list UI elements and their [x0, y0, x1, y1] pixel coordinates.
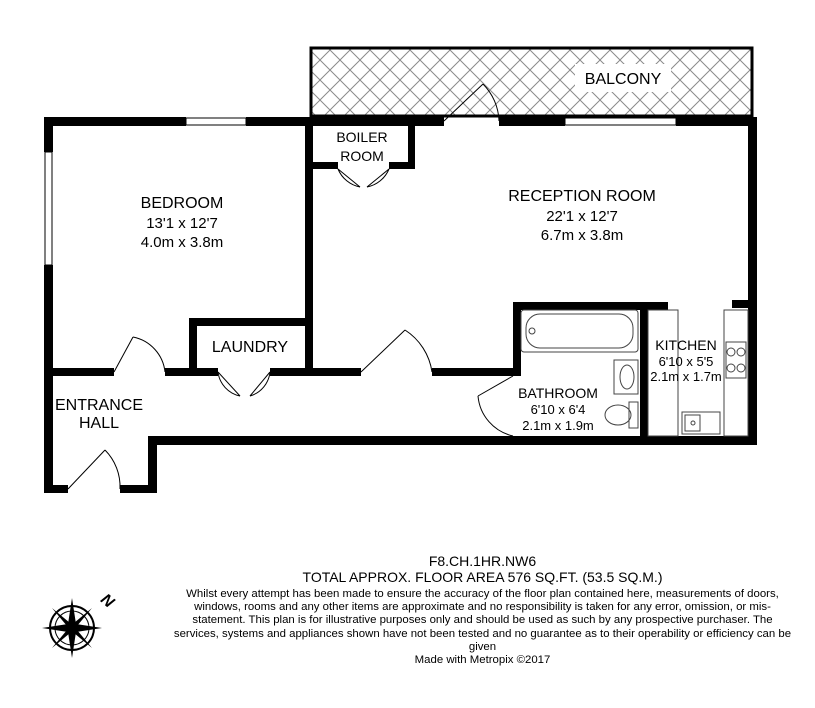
bedroom-name: BEDROOM — [140, 195, 224, 212]
boiler-room-label-line1: BOILER — [336, 129, 388, 145]
balcony — [311, 48, 752, 116]
room-labels — [55, 129, 722, 433]
bedroom-dim-imperial: 13'1 x 12'7 — [146, 215, 218, 232]
bathroom-name: BATHROOM — [518, 385, 598, 401]
bedroom-dim-metric: 4.0m x 3.8m — [140, 234, 224, 251]
balcony-label: BALCONY — [584, 71, 662, 88]
bathtub — [521, 310, 638, 352]
plan-reference: F8.CH.1HR.NW6 — [428, 553, 537, 569]
toilet-cistern — [629, 402, 638, 428]
kitchen-dim-metric: 2.1m x 1.7m — [650, 369, 722, 384]
hob — [726, 342, 746, 378]
doors — [68, 84, 513, 489]
walls — [44, 117, 757, 493]
entrance-hall-label-line2: HALL — [78, 415, 120, 432]
reception-dim-metric: 6.7m x 3.8m — [540, 227, 624, 244]
north-label: N — [97, 590, 117, 612]
bathroom-dim-metric: 2.1m x 1.9m — [522, 418, 594, 433]
bathroom-dim-imperial: 6'10 x 6'4 — [530, 402, 586, 417]
footer — [170, 553, 795, 667]
kitchen-dim-imperial: 6'10 x 5'5 — [658, 354, 714, 369]
made-with-credit: Made with Metropix ©2017 — [414, 654, 551, 667]
disclaimer-text: Whilst every attempt has been made to ensure the accuracy of the floor plan contained here, measurements of doors, windows, rooms and any other items are approximate and no responsibility is taken for any error, omission, or mis-statement. This plan is for illustrative purposes only and should be used as such by any prospective purchaser. The services, systems and appliances shown have not been tested and no guarantee as to their operability or efficiency can be given — [173, 588, 792, 653]
entrance-hall-label-line1: ENTRANCE — [54, 397, 144, 414]
compass-rose-icon — [42, 598, 102, 658]
toilet-bowl — [605, 405, 631, 425]
total-floor-area: TOTAL APPROX. FLOOR AREA 576 SQ.FT. (53.5 SQ.M.) — [302, 569, 663, 585]
boiler-room-label-line2: ROOM — [340, 148, 384, 164]
reception-name: RECEPTION ROOM — [508, 188, 656, 205]
laundry-label: LAUNDRY — [211, 339, 289, 356]
reception-dim-imperial: 22'1 x 12'7 — [546, 208, 618, 225]
kitchen-name: KITCHEN — [655, 337, 717, 353]
